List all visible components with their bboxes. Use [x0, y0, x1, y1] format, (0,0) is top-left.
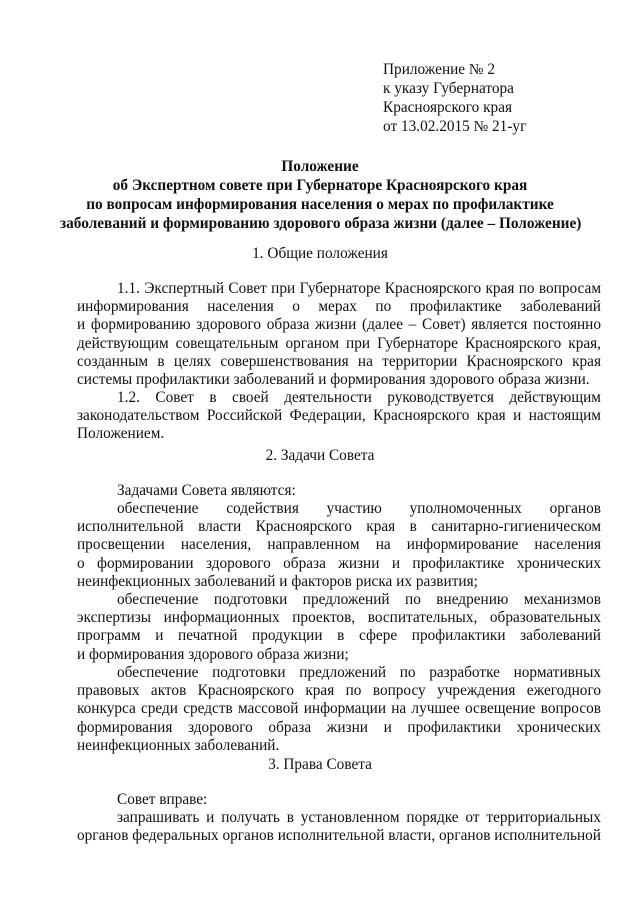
tasks-intro [77, 482, 601, 500]
rights-intro [77, 791, 601, 809]
paragraph-line: Положением. [77, 425, 165, 443]
paragraph-line: законодательством Российской Федерации, Красноярского края и настоящим [77, 407, 601, 425]
paragraph-line: 1.1. Экспертный Совет при Губернаторе Красноярского края по вопросам [117, 280, 601, 297]
paragraph-line: органов федеральных органов исполнительной власти, органов исполнительной [77, 827, 601, 845]
paragraph-line: просвещении населения, направленном на информирование населения [77, 536, 601, 554]
paragraph-line: конкурса среди средств массовой информации на лучшее освещение вопросов [77, 700, 601, 718]
paragraph-line: формирования здорового образа жизни и профилактики хронических [77, 718, 601, 736]
title-line: заболеваний и формированию здорового образа жизни (далее – Положение) [60, 215, 582, 232]
paragraph-line: Совет вправе: [117, 791, 208, 808]
paragraph-line: о формировании здорового образа жизни и профилактике хронических [77, 554, 601, 572]
appendix-block [383, 60, 526, 136]
appendix-line: Приложение № 2 [383, 61, 495, 78]
paragraph-line: исполнительной власти Красноярского края в санитарно-гигиеническом [77, 518, 601, 536]
paragraph-line: правовых актов Красноярского края по вопросу учреждения ежегодного [77, 682, 601, 700]
paragraph-line: обеспечение подготовки предложений по внедрению механизмов [117, 591, 601, 608]
document-title [60, 157, 580, 233]
paragraph-line: неинфекционных заболеваний и факторов риска их развития; [77, 572, 478, 590]
rights-item-1 [77, 809, 601, 845]
paragraph-line: Задачами Совета являются: [117, 482, 296, 499]
appendix-line: от 13.02.2015 № 21-уг [383, 118, 527, 135]
task-item-2 [77, 591, 601, 664]
appendix-line: Красноярского края [383, 99, 513, 116]
paragraph-1-1 [77, 280, 601, 389]
section-heading-rights: 3. Права Совета [268, 756, 372, 773]
paragraph-line: обеспечение содействия участию уполномоченных органов [117, 500, 601, 517]
paragraph-line: созданным в целях совершенствования на территории Красноярского края [77, 352, 601, 370]
paragraph-line: информирования населения о мерах по профилактике заболеваний [77, 298, 601, 316]
paragraph-line: и формирования здорового образа жизни; [77, 645, 349, 663]
task-item-1 [77, 500, 601, 591]
task-item-3 [77, 664, 601, 755]
paragraph-line: и формированию здорового образа жизни (далее – Совет) является постоянно [77, 316, 601, 334]
paragraph-line: системы профилактики заболеваний и формирования здорового образа жизни. [77, 370, 590, 388]
title-line: об Экспертном совете при Губернаторе Красноярского края [112, 177, 528, 194]
paragraph-line: программ и печатной продукции в сфере профилактики заболеваний [77, 627, 601, 645]
appendix-line: к указу Губернатора [383, 80, 514, 97]
paragraph-line: обеспечение подготовки предложений по разработке нормативных [117, 664, 601, 681]
section-heading-tasks: 2. Задачи Совета [265, 447, 375, 464]
section-heading-general: 1. Общие положения [252, 245, 388, 262]
paragraph-1-2 [77, 389, 601, 444]
paragraph-line: действующим совещательным органом при Губернаторе Красноярского края, [77, 334, 601, 352]
paragraph-line: неинфекционных заболеваний. [77, 736, 280, 754]
paragraph-line: запрашивать и получать в установленном порядке от территориальных [117, 809, 601, 826]
title-line: Положение [281, 158, 359, 175]
paragraph-line: 1.2. Совет в своей деятельности руководствуется действующим [117, 389, 601, 406]
paragraph-line: экспертизы информационных проектов, воспитательных, образовательных [77, 609, 601, 627]
title-line: по вопросам информирования населения о мерах по профилактике [86, 196, 554, 213]
